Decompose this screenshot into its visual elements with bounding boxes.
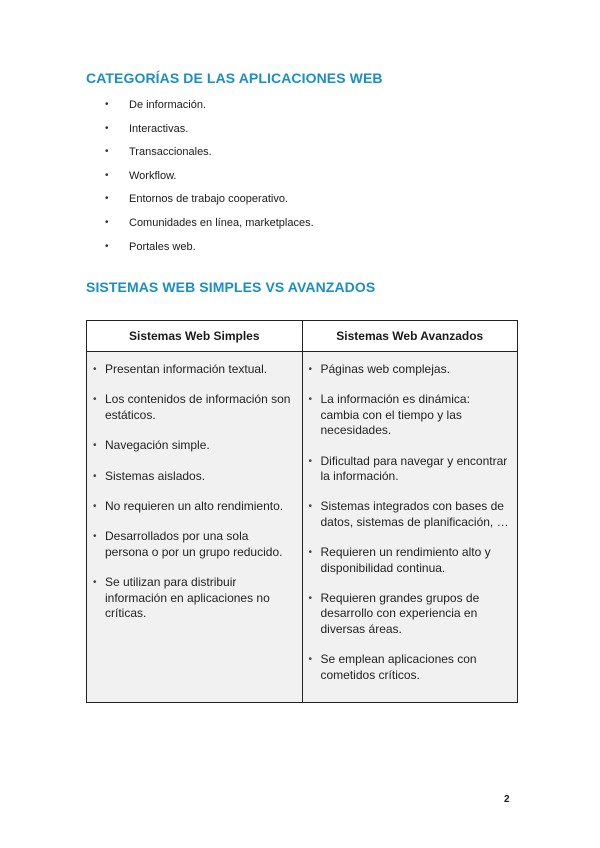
simple-column [87,352,303,703]
list-item: • De información. [86,96,314,120]
list-item: • Workflow. [86,167,314,191]
table-row [87,352,518,703]
comparison-table [86,320,518,703]
categories-list [86,96,314,261]
list-item: • No requieren un alto rendimiento. [93,499,294,514]
list-item: • Comunidades en línea, marketplaces. [86,214,314,238]
list-item: • Entornos de trabajo cooperativo. [86,190,314,214]
list-item: • Interactivas. [86,120,314,144]
list-item: • Navegación simple. [93,438,294,453]
list-item: • Desarrollados por una sola persona o por un grupo reducido. [93,529,294,560]
list-item: • Sistemas integrados con bases de datos, sistemas de planificación, … [309,499,510,530]
list-item: • Portales web. [86,238,314,262]
list-item: • La información es dinámica: cambia con el tiempo y las necesidades. [309,392,510,438]
page-number: 2 [504,794,510,805]
table-header-row [87,321,518,352]
list-item: • Transaccionales. [86,143,314,167]
list-item: • Requieren un rendimiento alto y disponibilidad continua. [309,545,510,576]
section-title-categorias: CATEGORÍAS DE LAS APLICACIONES WEB [86,70,383,86]
section-title-sistemas: SISTEMAS WEB SIMPLES VS AVANZADOS [86,279,376,295]
list-item: • Dificultad para navegar y encontrar la información. [309,454,510,485]
list-item: • Se utilizan para distribuir información en aplicaciones no críticas. [93,575,294,621]
header-advanced: Sistemas Web Avanzados [302,321,518,352]
list-item: • Presentan información textual. [93,362,294,377]
list-item: • Se emplean aplicaciones con cometidos críticos. [309,652,510,683]
advanced-column [302,352,518,703]
list-item: • Páginas web complejas. [309,362,510,377]
list-item: • Sistemas aislados. [93,469,294,484]
list-item: • Los contenidos de información son estáticos. [93,392,294,423]
list-item: • Requieren grandes grupos de desarrollo con experiencia en diversas áreas. [309,591,510,637]
header-simple: Sistemas Web Simples [87,321,303,352]
